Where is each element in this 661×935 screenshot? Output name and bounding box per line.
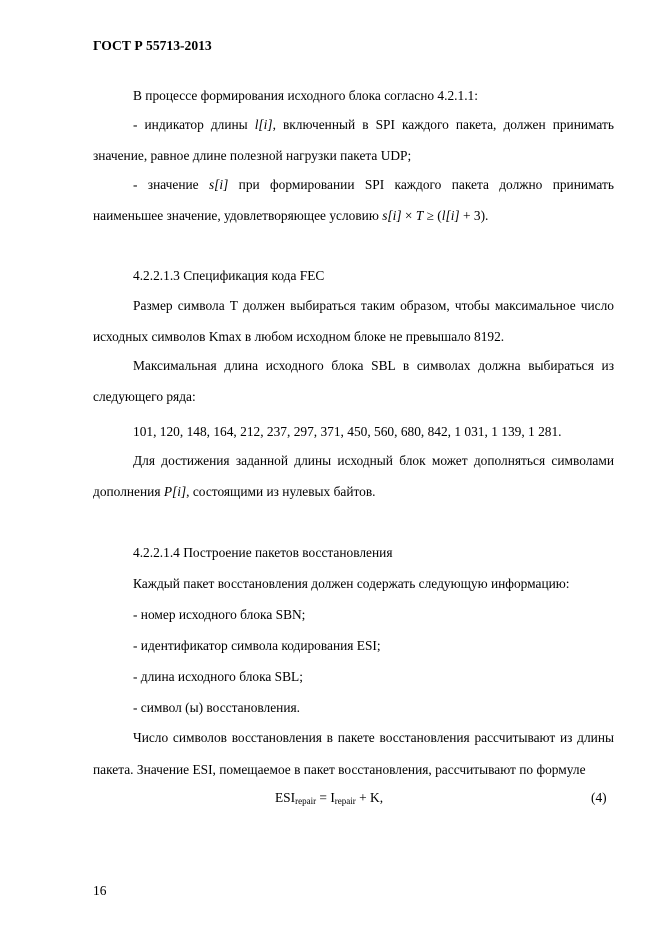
- item-length-indicator-line1: - индикатор длины l[i], включенный в SPI каждого пакета, должен принимать: [133, 117, 614, 132]
- list-item: - идентификатор символа кодирования ESI;: [133, 638, 381, 653]
- page-number: 16: [93, 883, 107, 898]
- item-length-indicator-line2: значение, равное длине полезной нагрузки пакета UDP;: [93, 148, 412, 163]
- equation-number: (4): [591, 790, 607, 805]
- fec-paragraph3-line1: Для достижения заданной длины исходный блок может дополняться символами: [133, 453, 614, 468]
- fec-paragraph1-line2: исходных символов Kmax в любом исходном блоке не превышало 8192.: [93, 329, 505, 344]
- list-item: - символ (ы) восстановления.: [133, 700, 301, 715]
- formula-esi-repair: $ESI_{repair} = I_{repair} + K$,: [275, 790, 384, 806]
- fec-paragraph2-line1: Максимальная длина исходного блока SBL в символах должна выбираться из: [133, 358, 614, 373]
- fec-paragraph2-line2: следующего ряда:: [93, 389, 196, 404]
- repair-paragraph-line2: пакета. Значение ESI, помещаемое в пакет восстановления, рассчитывают по формуле: [93, 762, 586, 777]
- section-heading-fec: 4.2.2.1.3 Спецификация кода FEC: [133, 268, 325, 283]
- fec-paragraph1-line1: Размер символа T должен выбираться таким образом, чтобы максимальное число: [133, 298, 614, 313]
- fec-paragraph3-line2: дополнения P[i], состоящими из нулевых байтов.: [93, 484, 376, 499]
- paragraph-intro: В процессе формирования исходного блока согласно 4.2.1.1:: [133, 88, 478, 103]
- repair-paragraph-line1: Число символов восстановления в пакете восстановления рассчитывают из длины: [133, 730, 614, 745]
- document-header: ГОСТ Р 55713-2013: [93, 38, 212, 53]
- item-s-value-line2: наименьшее значение, удовлетворяющее условию s[i] × T ≥ (l[i] + 3).: [93, 208, 489, 223]
- item-s-value-line1: - значение s[i] при формировании SPI каждого пакета должно принимать: [133, 177, 614, 192]
- list-item: - длина исходного блока SBL;: [133, 669, 303, 684]
- sbl-series: 101, 120, 148, 164, 212, 237, 297, 371, 450, 560, 680, 842, 1 031, 1 139, 1 281.: [133, 424, 562, 439]
- list-item: - номер исходного блока SBN;: [133, 607, 306, 622]
- repair-intro: Каждый пакет восстановления должен содержать следующую информацию:: [133, 576, 570, 591]
- section-heading-repair: 4.2.2.1.4 Построение пакетов восстановления: [133, 545, 393, 560]
